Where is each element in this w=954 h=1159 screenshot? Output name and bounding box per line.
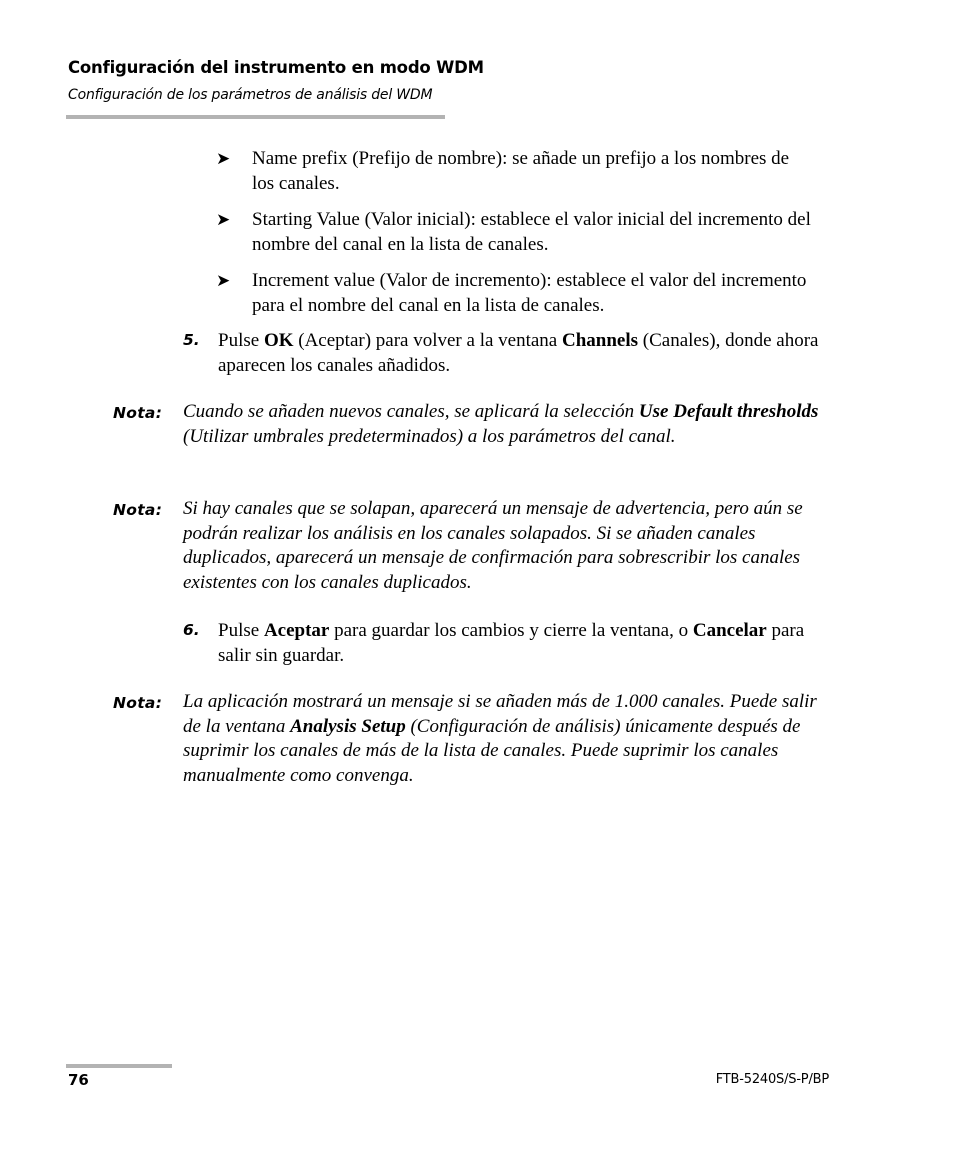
bullet-text: Increment value (Valor de incremento): establece el valor del incremento para el nombre del canal en la lista de canales.	[252, 270, 807, 316]
note-1	[113, 400, 823, 449]
note-label: Nota:	[113, 694, 163, 712]
note-label: Nota:	[113, 501, 163, 519]
bullet-text: Starting Value (Valor inicial): establece el valor inicial del incremento del nombre del canal en la lista de canales.	[252, 209, 811, 255]
note-label: Nota:	[113, 404, 163, 422]
document-code: FTB-5240S/S-P/BP	[715, 1072, 829, 1087]
note-text: Si hay canales que se solapan, aparecerá un mensaje de advertencia, pero aún se podrán realizar los análisis en los canales solapados. Si se añaden canales duplicados, aparecerá un mensaje de confirmación para sobrescribir los canales existentes con los canales duplicados.	[183, 498, 803, 593]
page-header-subtitle: Configuración de los parámetros de análisis del WDM	[68, 87, 433, 103]
arrow-bullet-icon: ➤	[216, 210, 231, 230]
note-2	[113, 497, 823, 595]
footer-rule	[66, 1064, 172, 1068]
arrow-bullet-icon: ➤	[216, 149, 231, 169]
note-3	[113, 690, 823, 788]
step-6	[183, 618, 823, 668]
bullet-item	[216, 146, 816, 196]
step-5	[183, 328, 823, 378]
step-number: 5.	[183, 331, 200, 349]
step-text: Pulse Aceptar para guardar los cambios y cierre la ventana, o Cancelar para salir sin guardar.	[218, 620, 805, 666]
note-text: Cuando se añaden nuevos canales, se aplicará la selección Use Default thresholds (Utilizar umbrales predeterminados) a los parámetros del canal.	[183, 401, 819, 447]
arrow-bullet-icon: ➤	[216, 271, 231, 291]
bullet-text: Name prefix (Prefijo de nombre): se añade un prefijo a los nombres de los canales.	[252, 148, 790, 194]
step-number: 6.	[183, 621, 200, 639]
header-rule	[66, 115, 445, 119]
step-text: Pulse OK (Aceptar) para volver a la ventana Channels (Canales), donde ahora aparecen los canales añadidos.	[218, 330, 819, 376]
note-text: La aplicación mostrará un mensaje si se añaden más de 1.000 canales. Puede salir de la ventana Analysis Setup (Configuración de análisis) únicamente después de suprimir los canales de más de la lista de canales. Puede suprimir los canales manualmente como convenga.	[183, 691, 817, 786]
bullet-item	[216, 268, 816, 318]
page-header-title: Configuración del instrumento en modo WDM	[68, 58, 484, 77]
page-number: 76	[68, 1071, 89, 1089]
bullet-item	[216, 207, 816, 257]
